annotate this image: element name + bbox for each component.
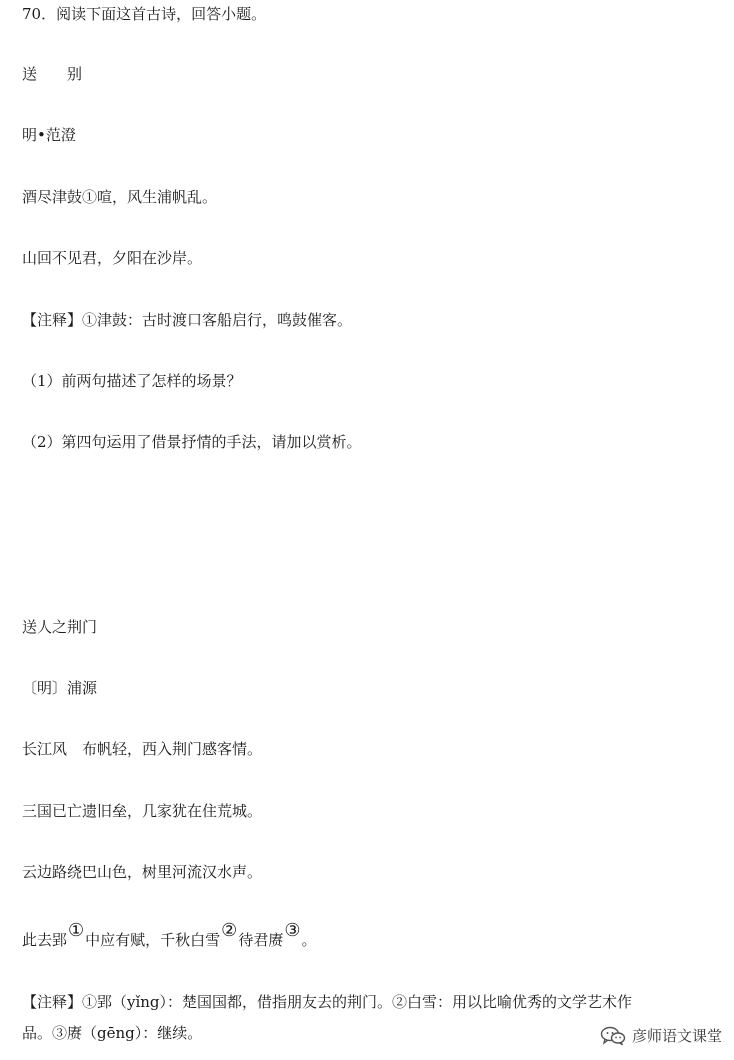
poem2-annotation-line-2: 品。③赓（gēng）：继续。 bbox=[22, 1024, 203, 1042]
poem2-author: 〔明〕浦源 bbox=[22, 679, 98, 697]
poem1-title: 送 别 bbox=[22, 65, 83, 83]
poem2-title: 送人之荆门 bbox=[22, 618, 98, 636]
poem2-line-4-part-d: 。 bbox=[301, 931, 317, 949]
poem2-line-4-part-b: 中应有赋，千秋白雪 bbox=[85, 931, 221, 949]
poem2-annotation-line-1: 【注释】①郢（yǐng）：楚国国都，借指朋友去的荆门。②白雪：用以比喻优秀的文学艺术作 bbox=[22, 993, 633, 1011]
question-1: （1）前两句描述了怎样的场景？ bbox=[22, 372, 242, 390]
question-title: 70．阅读下面这首古诗，回答小题。 bbox=[22, 5, 267, 23]
annotation-mark-1: ① bbox=[68, 920, 85, 941]
wechat-icon bbox=[600, 1026, 626, 1046]
poem2-line-4-part-c: 待君赓 bbox=[238, 931, 284, 949]
poem2-line-2: 三国已亡遗旧垒，几家犹在住荒城。 bbox=[22, 802, 263, 820]
watermark bbox=[600, 1025, 722, 1046]
annotation-mark-2: ② bbox=[221, 920, 238, 941]
poem2-line-1: 长江风 布帆轻，西入荆门感客情。 bbox=[22, 740, 263, 758]
poem1-author: 明•范澄 bbox=[22, 126, 76, 144]
watermark-text: 彦师语文课堂 bbox=[631, 1027, 722, 1045]
poem1-line-1: 酒尽津鼓①喧，风生浦帆乱。 bbox=[22, 188, 218, 206]
poem2-line-3: 云边路绕巴山色，树里河流汉水声。 bbox=[22, 863, 263, 881]
annotation-mark-3: ③ bbox=[284, 920, 301, 941]
poem1-annotation: 【注释】①津鼓：古时渡口客船启行，鸣鼓催客。 bbox=[22, 311, 353, 329]
poem1-line-2: 山回不见君，夕阳在沙岸。 bbox=[22, 249, 203, 267]
question-2: （2）第四句运用了借景抒情的手法，请加以赏析。 bbox=[22, 433, 362, 451]
poem2-line-4 bbox=[22, 920, 317, 950]
poem2-line-4-part-a: 此去郢 bbox=[22, 931, 68, 949]
